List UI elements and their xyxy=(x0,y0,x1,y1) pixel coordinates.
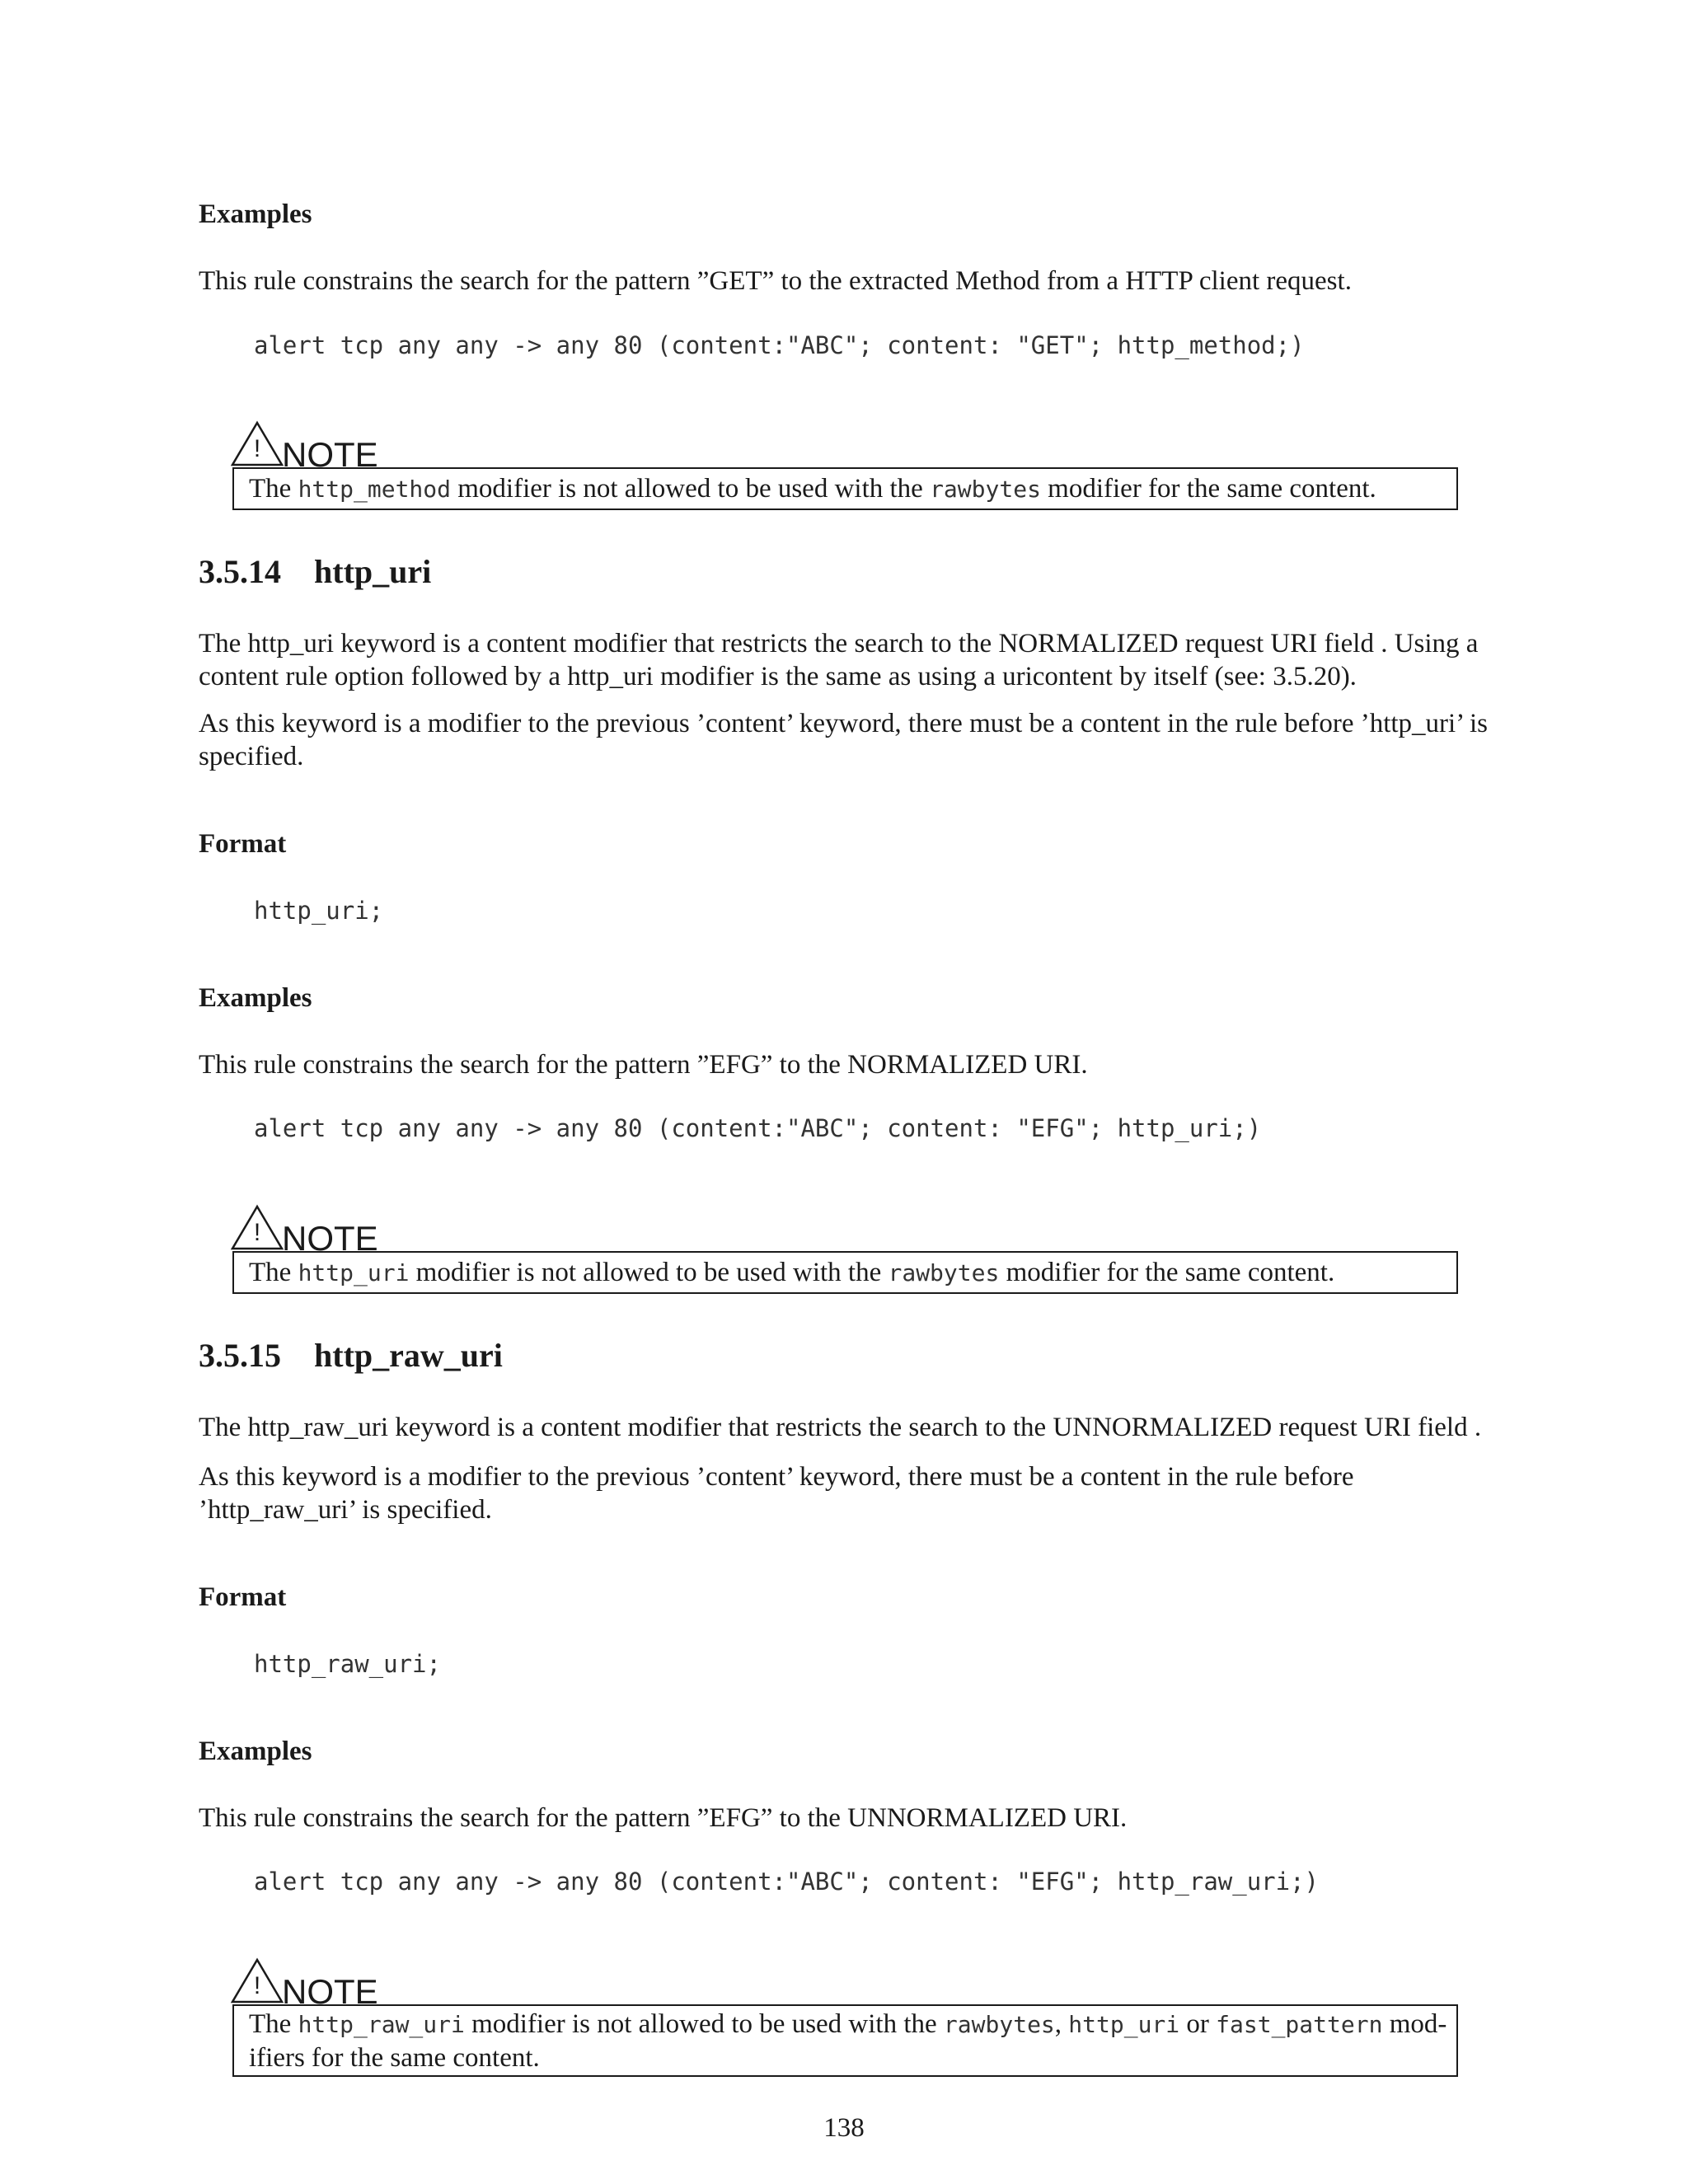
inline-code: http_raw_uri xyxy=(298,2011,465,2038)
warning-icon xyxy=(231,1957,284,2004)
note-label: NOTE xyxy=(282,1972,378,2011)
note-text: modifier is not allowed to be used with the xyxy=(451,474,931,504)
note-text: modifier for the same content. xyxy=(1040,474,1376,504)
note-text: or xyxy=(1179,2009,1217,2039)
paragraph: The http_raw_uri keyword is a content modifier that restricts the search to the UNNORMALIZED request URI field . xyxy=(199,1413,1482,1442)
note-text: The xyxy=(249,2009,298,2039)
section-number: 3.5.14 xyxy=(199,553,281,590)
note-box xyxy=(232,467,1458,510)
note-text: modifier is not allowed to be used with the xyxy=(464,2009,944,2039)
paragraph: As this keyword is a modifier to the previous ’content’ keyword, there must be a content in the rule before ’http_uri’ is specified. xyxy=(199,709,1489,771)
note-label: NOTE xyxy=(282,435,378,474)
code-example: alert tcp any any -> any 80 (content:"ABC"; content: "EFG"; http_uri;) xyxy=(254,1114,1262,1142)
paragraph: This rule constrains the search for the pattern ”EFG” to the UNNORMALIZED URI. xyxy=(199,1803,1128,1833)
note-label: NOTE xyxy=(282,1219,378,1258)
note-text: The xyxy=(249,474,298,504)
note-text: , xyxy=(1054,2009,1069,2039)
code-format: http_uri; xyxy=(254,897,384,925)
examples-heading: Examples xyxy=(199,1736,312,1766)
page-number: 138 xyxy=(823,2113,865,2143)
examples-heading: Examples xyxy=(199,199,312,229)
svg-text:!: ! xyxy=(253,1972,261,1999)
paragraph: This rule constrains the search for the pattern ”GET” to the extracted Method from a HTTP client request. xyxy=(199,266,1352,296)
inline-code: rawbytes xyxy=(888,1259,1000,1286)
examples-heading: Examples xyxy=(199,983,312,1013)
note-text: The xyxy=(249,1258,298,1287)
inline-code: fast_pattern xyxy=(1216,2011,1383,2038)
section-heading xyxy=(199,1336,503,1375)
paragraph: This rule constrains the search for the pattern ”EFG” to the NORMALIZED URI. xyxy=(199,1050,1088,1080)
inline-code: http_uri xyxy=(298,1259,410,1286)
paragraph: The http_uri keyword is a content modifier that restricts the search to the NORMALIZED request URI field . Using a content rule option followed by a http_uri modifier is the same as using a uricontent by itself (see: 3.5.20). xyxy=(199,629,1479,691)
paragraph: As this keyword is a modifier to the previous ’content’ keyword, there must be a content in the rule before ’http_raw_uri’ is specified. xyxy=(199,1462,1354,1525)
code-example: alert tcp any any -> any 80 (content:"ABC"; content: "GET"; http_method;) xyxy=(254,331,1305,359)
code-example: alert tcp any any -> any 80 (content:"ABC"; content: "EFG"; http_raw_uri;) xyxy=(254,1868,1320,1896)
code-format: http_raw_uri; xyxy=(254,1650,441,1678)
note-box xyxy=(232,2004,1458,2077)
note-text: modifier for the same content. xyxy=(999,1258,1335,1287)
section-title: http_raw_uri xyxy=(314,1337,503,1374)
svg-text:!: ! xyxy=(253,435,261,462)
warning-icon xyxy=(231,420,284,466)
section-heading xyxy=(199,552,431,591)
note-text: mod- xyxy=(1382,2009,1447,2039)
svg-text:!: ! xyxy=(253,1219,261,1246)
inline-code: http_method xyxy=(298,476,451,503)
format-heading: Format xyxy=(199,1582,287,1612)
note-text: modifier is not allowed to be used with the xyxy=(409,1258,889,1287)
inline-code: http_uri xyxy=(1068,2011,1180,2038)
warning-icon xyxy=(231,1204,284,1250)
inline-code: rawbytes xyxy=(943,2011,1055,2038)
note-box xyxy=(232,1251,1458,1294)
section-number: 3.5.15 xyxy=(199,1337,281,1374)
inline-code: rawbytes xyxy=(930,476,1041,503)
format-heading: Format xyxy=(199,829,287,859)
section-title: http_uri xyxy=(314,553,432,590)
note-text: ifiers for the same content. xyxy=(249,2043,540,2073)
